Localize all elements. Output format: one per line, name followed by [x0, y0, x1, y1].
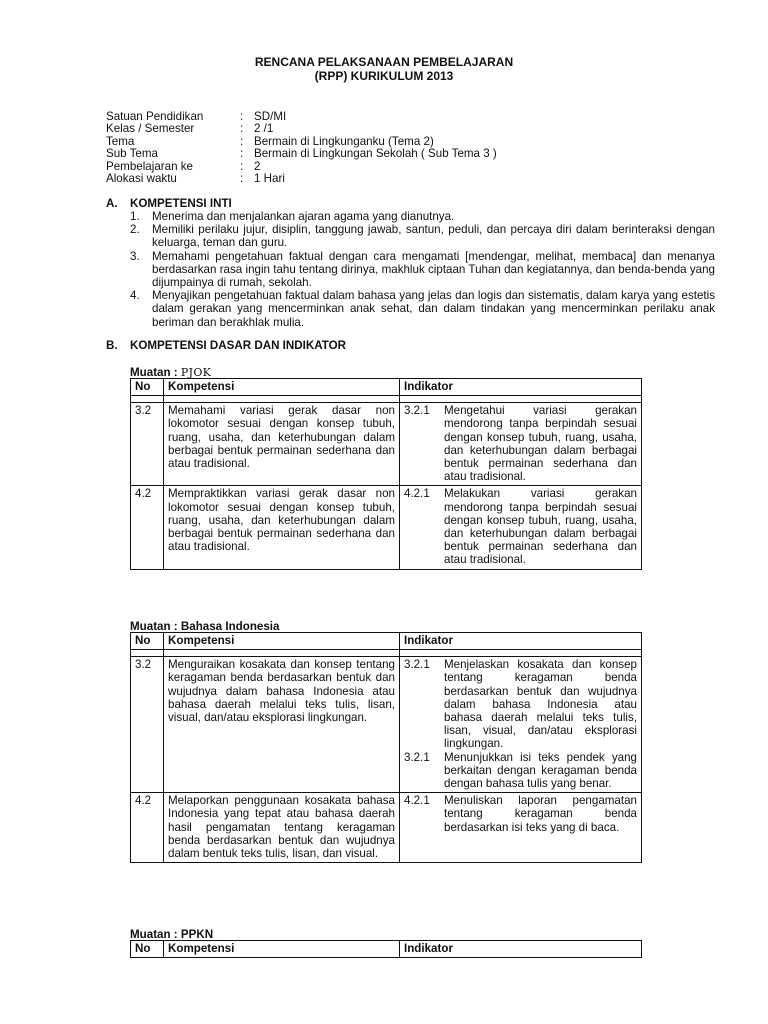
header-kompetensi: Kompetensi [164, 379, 400, 396]
table-header-row [131, 941, 642, 958]
header-kompetensi: Kompetensi [164, 633, 400, 650]
identity-row: Tema : Bermain di Lingkunganku (Tema 2) [106, 134, 434, 148]
list-item: 4. Menyajikan pengetahuan faktual dalam bahasa yang jelas dan logis dan sistematis, dalam karya yang estetis dalam gerakan yang mencerminkan anak sehat, dan dalam tindakan yang mencerminkan perilaku anak beriman dan berakhlak mulia. [130, 289, 715, 329]
list-item: 3. Memahami pengetahuan faktual dengan cara mengamati [mendengar, melihat, membaca] dan menanya berdasarkan rasa ingin tahu tentang dirinya, makhluk ciptaan Tuhan dan kegiatannya, dan benda-benda yang dijumpainya di rumah, sekolah. [130, 249, 715, 290]
kompetensi-inti-list [130, 210, 715, 329]
header-kompetensi: Kompetensi [164, 941, 400, 958]
header-indikator: Indikator [400, 633, 642, 650]
muatan-bahasa-label: Muatan : Bahasa Indonesia [130, 620, 280, 633]
ppkn-table [130, 940, 642, 958]
identity-row: Pembelajaran ke : 2 [106, 159, 261, 173]
table-row: 4.2 Melaporkan penggunaan kosakata bahasa Indonesia yang tepat atau bahasa daerah hasil pengamatan tentang keragaman benda berdasarkan bentuk dan wujudnya dalam bentuk teks tulis, lisan, dan visual. 4.2.1 Menuliskan laporan pengamatan tentang keragaman benda berdasarkan isi teks yang di baca. [131, 793, 642, 863]
list-item: 2. Memiliki perilaku jujur, disiplin, tanggung jawab, santun, peduli, dan percaya diri dalam berinteraksi dengan keluarga, teman dan guru. [130, 223, 715, 250]
list-item: 1. Menerima dan menjalankan ajaran agama yang dianutnya. [130, 210, 455, 223]
indikator-item: 4.2.1 Menuliskan laporan pengamatan tentang keragaman benda berdasarkan isi teks yang di baca. [404, 794, 637, 834]
identity-block [106, 110, 497, 184]
section-a-heading: A. KOMPETENSI INTI [106, 197, 232, 210]
table-header-row [131, 633, 642, 650]
table-row: 4.2 Mempraktikkan variasi gerak dasar non lokomotor sesuai dengan konsep tubuh, ruang, usaha, dan keterhubungan dalam berbagai bentuk permainan sederhana dan atau tradisional. 4.2.1 Melakukan variasi gerakan mendorong tanpa berpindah sesuai dengan konsep tubuh, ruang, usaha, dan keterhubungan dalam berbagai bentuk permainan sederhana dan atau tradisional. [131, 486, 642, 569]
table-row: 3.2 Memahami variasi gerak dasar non lokomotor sesuai dengan konsep tubuh, ruang, usaha, dan keterhubungan dalam berbagai bentuk permainan sederhana dan atau tradisional. 3.2.1 Mengetahui variasi gerakan mendorong tanpa berpindah sesuai dengan konsep tubuh, ruang, usaha, dan keterhubungan dalam berbagai bentuk permainan sederhana dan atau tradisional. [131, 403, 642, 486]
indikator-item: 3.2.1 Menunjukkan isi teks pendek yang berkaitan dengan keragaman benda dengan bahasa tulis yang benar. [404, 750, 637, 791]
header-indikator: Indikator [400, 379, 642, 396]
header-indikator: Indikator [400, 941, 642, 958]
identity-row: Kelas / Semester : 2 /1 [106, 122, 274, 136]
pjok-table [130, 378, 642, 570]
bahasa-table [130, 632, 642, 863]
identity-row: Satuan Pendidikan : SD/MI [106, 110, 287, 123]
table-row: 3.2 Menguraikan kosakata dan konsep tentang keragaman benda berdasarkan bentuk dan wujudnya dalam bahasa Indonesia atau bahasa daerah melalui teks tulis, lisan, visual, dan/atau eksplorasi lingkungan. 3.2.1 Menjelaskan kosakata dan konsep tentang keragaman benda berdasarkan bentuk dan wujudnya dalam bahasa Indonesia atau bahasa daerah melalui teks tulis, lisan, visual, dan/atau eksplorasi lingkungan. 3.2.1 Menunjukkan isi teks pendek yang berkaitan dengan keragaman benda dengan bahasa tulis yang benar. [131, 657, 642, 793]
table-header-row [131, 379, 642, 396]
doc-title-line2: (RPP) KURIKULUM 2013 [314, 69, 454, 83]
section-b-heading: B. KOMPETENSI DASAR DAN INDIKATOR [106, 339, 346, 352]
muatan-pjok-label: Muatan : PJOK [130, 366, 212, 379]
doc-title-line1: RENCANA PELAKSANAAN PEMBELAJARAN [254, 55, 514, 69]
header-no: No [131, 941, 164, 958]
muatan-ppkn-label: Muatan : PPKN [130, 928, 214, 941]
indikator-item: 3.2.1 Mengetahui variasi gerakan mendorong tanpa berpindah sesuai dengan konsep tubuh, ruang, usaha, dan keterhubungan dalam berbagai bentuk permainan sederhana dan atau tradisional. [404, 404, 637, 484]
header-no: No [131, 633, 164, 650]
identity-row: Sub Tema : Bermain di Lingkungan Sekolah ( Sub Tema 3 ) [106, 147, 497, 161]
indikator-item: 4.2.1 Melakukan variasi gerakan mendorong tanpa berpindah sesuai dengan konsep tubuh, ruang, usaha, dan keterhubungan dalam berbagai bentuk permainan sederhana dan atau tradisional. [404, 487, 637, 567]
indikator-item: 3.2.1 Menjelaskan kosakata dan konsep tentang keragaman benda berdasarkan bentuk dan wujudnya dalam bahasa Indonesia atau bahasa daerah melalui teks tulis, lisan, visual, dan/atau eksplorasi lingkungan. [404, 658, 637, 751]
header-no: No [131, 379, 164, 396]
identity-row: Alokasi waktu : 1 Hari [106, 171, 285, 185]
